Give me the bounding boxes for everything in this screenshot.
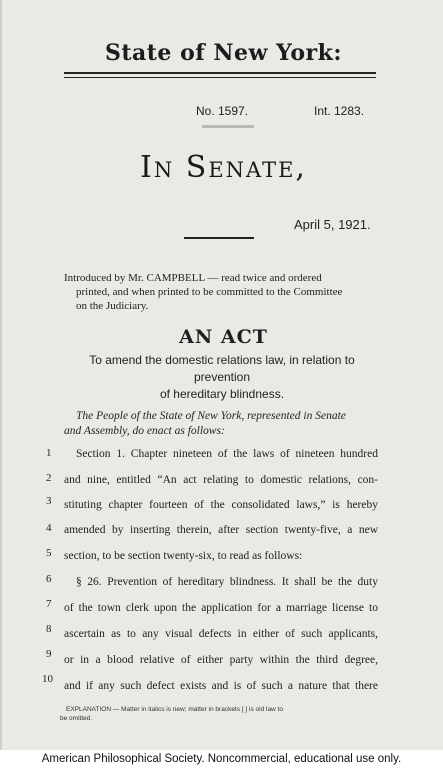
explanation-footnote [60, 705, 380, 723]
line-number: 6 [46, 573, 52, 585]
introduction-note [64, 271, 378, 313]
line-number: 9 [46, 648, 52, 660]
title-rule-top [64, 72, 376, 74]
intro-line-2: printed, and when printed to be committed to the Committee [76, 286, 343, 298]
line-number: 2 [46, 472, 52, 484]
bill-text-line: amended by inserting therein, after section twenty-five, a new [64, 524, 378, 536]
bill-text-line: Section 1. Chapter nineteen of the laws of nineteen hundred [76, 448, 378, 460]
line-number: 10 [42, 673, 53, 685]
line-number: 8 [46, 623, 52, 635]
intro-line-1: Introduced by Mr. CAMPBELL — read twice and ordered [64, 272, 322, 284]
bill-number: No. 1597. [196, 104, 249, 118]
enacting-clause [64, 409, 378, 439]
bill-text-line: of the town clerk upon the application for a marriage license to [64, 602, 378, 614]
line-number: 7 [46, 598, 52, 610]
faint-stamp [202, 125, 254, 128]
bill-text-line: section, to be section twenty-six, to read as follows: [64, 550, 303, 562]
line-number: 4 [46, 522, 52, 534]
bill-text-line: or in a blood relative of either party within the third degree, [64, 654, 378, 666]
intro-number: Int. 1283. [314, 104, 365, 118]
bill-text-line: and if any such defect exists and is of such a nature that there [64, 680, 378, 692]
title-rule-bottom [64, 77, 376, 78]
state-title: State of New York: [104, 40, 343, 66]
line-number: 5 [46, 547, 52, 559]
act-subtitle-line-1: To amend the domestic relations law, in relation to prevention [89, 353, 355, 384]
bill-text-line: ascertain as to any visual defects in either of such applicants, [64, 628, 378, 640]
enacting-line-2: and Assembly, do enact as follows: [64, 425, 225, 437]
usage-credit: American Philosophical Society. Noncommercial, educational use only. [41, 753, 402, 765]
bill-text-line: § 26. Prevention of hereditary blindness. It shall be the duty [76, 576, 378, 588]
footnote-line-2: be omitted. [60, 715, 93, 722]
bill-text-line: stituting chapter fourteen of the consolidated laws,” is hereby [64, 499, 378, 511]
date-rule [184, 237, 254, 239]
chamber-heading: In Senate, [140, 150, 307, 185]
line-number: 3 [46, 495, 52, 507]
act-subtitle-line-2: of hereditary blindness. [159, 387, 285, 401]
act-title: AN ACT [179, 326, 268, 348]
bill-text-line: and nine, entitled “An act relating to domestic relations, con- [64, 474, 378, 486]
act-subtitle [62, 352, 382, 403]
bill-date: April 5, 1921. [294, 217, 371, 232]
intro-line-3: on the Judiciary. [76, 300, 149, 312]
footnote-line-1: EXPLANATION — Matter in italics is new; matter in brackets [ ] is old law to [66, 706, 283, 713]
line-number: 1 [46, 447, 52, 459]
enacting-line-1: The People of the State of New York, represented in Senate [76, 410, 346, 422]
